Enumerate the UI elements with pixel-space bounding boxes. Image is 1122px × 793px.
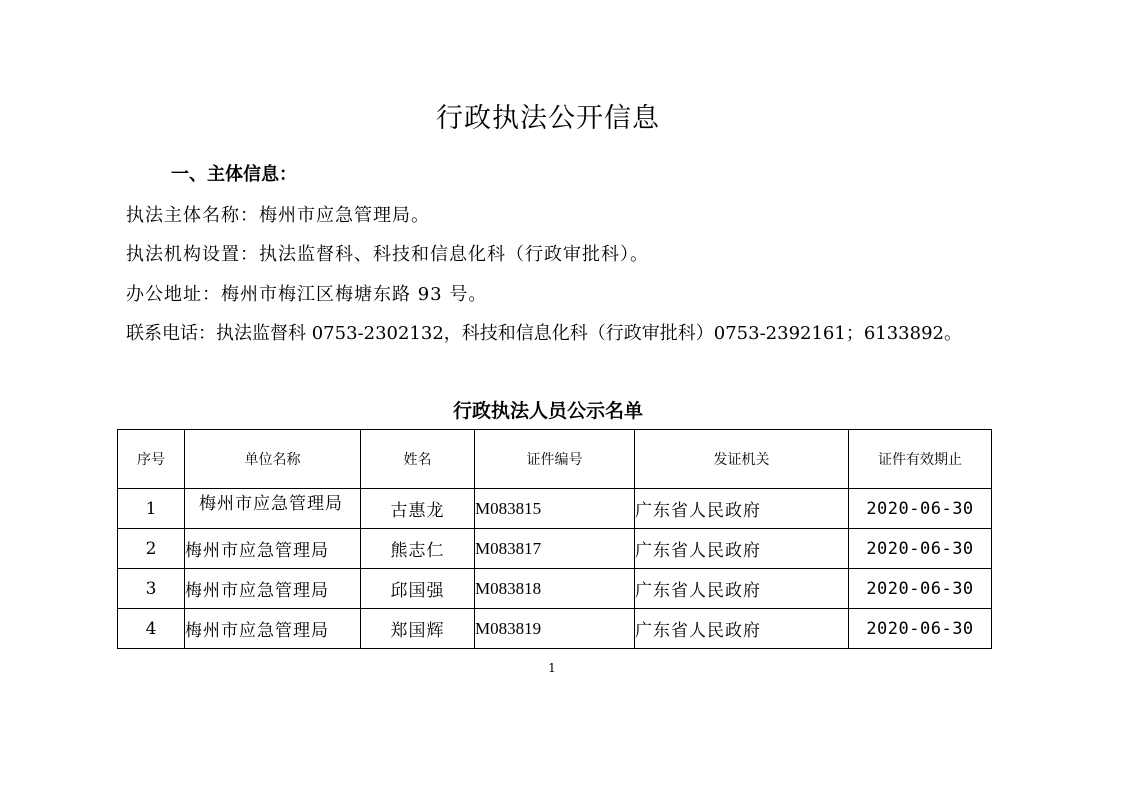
cell-cert-number: M083818	[475, 569, 635, 609]
cell-cert-number: M083815	[475, 489, 635, 529]
header-issuer: 发证机关	[635, 430, 849, 489]
cell-expiry: 2020-06-30	[849, 489, 992, 529]
cell-person-name: 邱国强	[361, 569, 475, 609]
page-title: 行政执法公开信息	[436, 103, 660, 134]
table-row	[118, 569, 992, 609]
info-line-contact-phone	[126, 319, 962, 345]
cell-index: 4	[118, 609, 185, 649]
cell-unit-name: 梅州市应急管理局	[185, 569, 361, 609]
header-expiry: 证件有效期止	[849, 430, 992, 489]
cell-unit-name: 梅州市应急管理局	[185, 529, 361, 569]
table-header-row	[118, 430, 992, 489]
info-label: 办公地址：	[126, 284, 221, 305]
info-line-agency-setup	[126, 240, 649, 266]
cell-expiry: 2020-06-30	[849, 569, 992, 609]
cell-issuer: 广东省人民政府	[635, 569, 849, 609]
info-value: 执法监督科 0753-2302132，科技和信息化科（行政审批科）0753-2392161；6133892。	[216, 323, 962, 344]
info-label: 执法机构设置：	[126, 244, 259, 265]
cell-cert-number: M083819	[475, 609, 635, 649]
info-value: 梅州市应急管理局。	[259, 205, 430, 226]
cell-index: 1	[118, 489, 185, 529]
table-row	[118, 489, 992, 529]
header-person-name: 姓名	[361, 430, 475, 489]
info-value: 梅州市梅江区梅塘东路 93 号。	[221, 284, 488, 305]
cell-expiry: 2020-06-30	[849, 529, 992, 569]
info-line-office-address	[126, 280, 487, 306]
cell-index: 3	[118, 569, 185, 609]
info-label: 联系电话：	[126, 323, 216, 344]
section-heading: 一、主体信息：	[171, 164, 297, 185]
cell-unit-name: 梅州市应急管理局	[185, 489, 361, 529]
cell-cert-number: M083817	[475, 529, 635, 569]
cell-expiry: 2020-06-30	[849, 609, 992, 649]
info-label: 执法主体名称：	[126, 205, 259, 226]
cell-index: 2	[118, 529, 185, 569]
cell-issuer: 广东省人民政府	[635, 489, 849, 529]
cell-issuer: 广东省人民政府	[635, 529, 849, 569]
page-number: 1	[548, 661, 556, 675]
cell-issuer: 广东省人民政府	[635, 609, 849, 649]
info-line-entity-name	[126, 201, 430, 227]
header-index: 序号	[118, 430, 185, 489]
cell-person-name: 熊志仁	[361, 529, 475, 569]
header-unit-name: 单位名称	[185, 430, 361, 489]
cell-unit-name: 梅州市应急管理局	[185, 609, 361, 649]
cell-person-name: 郑国辉	[361, 609, 475, 649]
table-title: 行政执法人员公示名单	[452, 400, 643, 422]
table-row	[118, 529, 992, 569]
cell-person-name: 古惠龙	[361, 489, 475, 529]
info-value: 执法监督科、科技和信息化科（行政审批科）。	[259, 244, 649, 265]
table-row	[118, 609, 992, 649]
header-cert-number: 证件编号	[475, 430, 635, 489]
personnel-table	[117, 429, 992, 649]
